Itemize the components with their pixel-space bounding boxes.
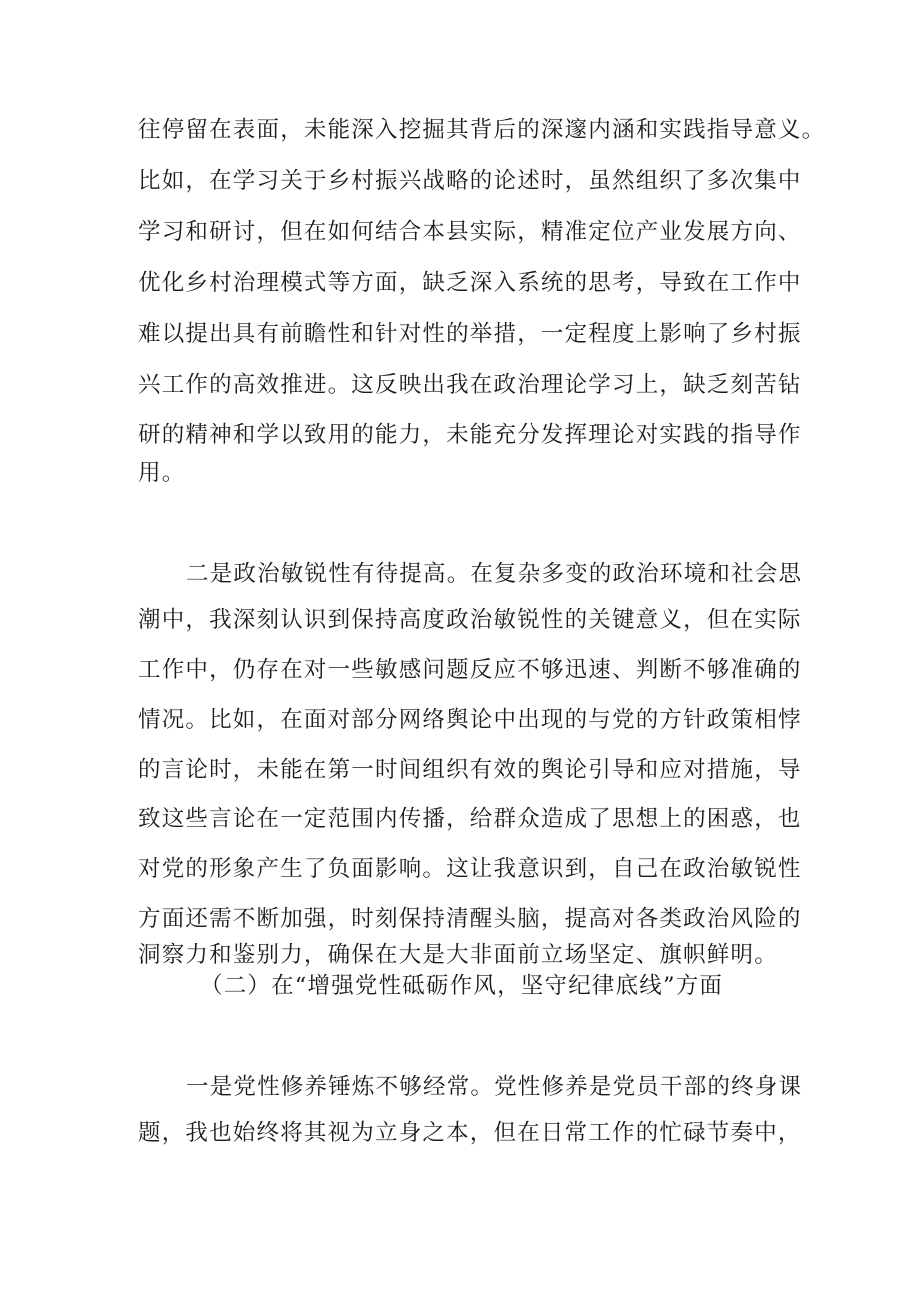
section-heading: （二）在“增强党性砥砺作风，坚守纪律底线”方面 bbox=[200, 973, 724, 999]
text-line: 难以提出具有前瞻性和针对性的举措，一定程度上影响了乡村振 bbox=[138, 321, 802, 347]
text-line: 对党的形象产生了负面影响。这让我意识到，自己在政治敏锐性 bbox=[138, 856, 802, 882]
text-line: 潮中，我深刻认识到保持高度政治敏锐性的关键意义，但在实际 bbox=[138, 607, 802, 633]
text-line: 工作中，仍存在对一些敏感问题反应不够迅速、判断不够准确的 bbox=[138, 657, 802, 683]
text-line: 比如，在学习关于乡村振兴战略的论述时，虽然组织了多次集中 bbox=[138, 168, 802, 194]
text-line: 致这些言论在一定范围内传播，给群众造成了思想上的困惑，也 bbox=[138, 806, 802, 832]
text-line: 往停留在表面，未能深入挖掘其背后的深邃内涵和实践指导意义。 bbox=[138, 117, 826, 143]
text-line: 的言论时，未能在第一时间组织有效的舆论引导和应对措施，导 bbox=[138, 757, 802, 783]
text-line: 题，我也始终将其视为立身之本，但在日常工作的忙碌节奏中， bbox=[138, 1120, 802, 1146]
text-line: 用。 bbox=[138, 460, 186, 486]
text-line: 洞察力和鉴别力，确保在大是大非面前立场坚定、旗帜鲜明。 bbox=[138, 942, 778, 968]
text-line: 二是政治敏锐性有待提高。在复杂多变的政治环境和社会思 bbox=[186, 561, 803, 587]
text-line: 兴工作的高效推进。这反映出我在政治理论学习上，缺乏刻苦钻 bbox=[138, 372, 802, 398]
text-line: 一是党性修养锤炼不够经常。党性修养是党员干部的终身课 bbox=[186, 1074, 803, 1100]
text-line: 学习和研讨，但在如何结合本县实际，精准定位产业发展方向、 bbox=[138, 219, 802, 245]
text-line: 研的精神和学以致用的能力，未能充分发挥理论对实践的指导作 bbox=[138, 422, 802, 448]
text-line: 优化乡村治理模式等方面，缺乏深入系统的思考，导致在工作中 bbox=[138, 270, 802, 296]
text-line: 情况。比如，在面对部分网络舆论中出现的与党的方针政策相悖 bbox=[138, 707, 802, 733]
text-line: 方面还需不断加强，时刻保持清醒头脑，提高对各类政治风险的 bbox=[138, 906, 802, 932]
